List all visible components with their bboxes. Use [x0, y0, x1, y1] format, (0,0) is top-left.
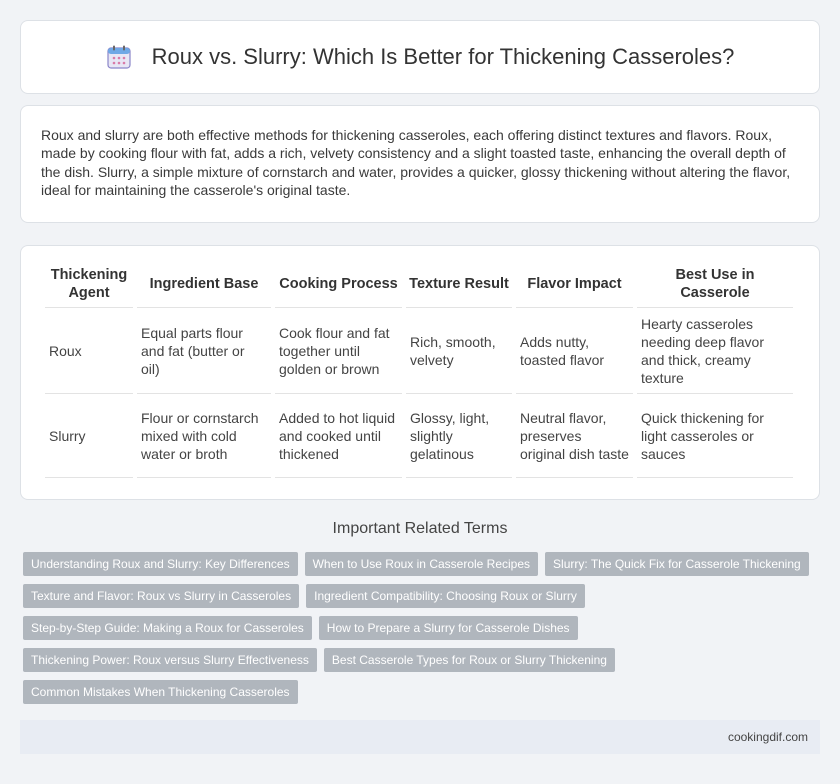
table-cell: Glossy, light, slightly gelatinous — [406, 394, 512, 478]
intro-text: Roux and slurry are both effective methods for thickening casseroles, each offering distinct textures and flavors. Roux, made by cooking flour with fat, adds a rich, velvety consistency and a slight toasted taste, enhancing the overall depth of the dish. Slurry, a simple mixture of cornstarch and water, provides a quicker, glossy thickening without altering the flavor, ideal for maintaining the casserole's original taste. — [41, 127, 791, 199]
title-card — [20, 20, 820, 94]
related-term-link[interactable]: Best Casserole Types for Roux or Slurry Thickening — [324, 648, 615, 672]
comparison-table — [41, 260, 797, 478]
related-term-link[interactable]: How to Prepare a Slurry for Casserole Dishes — [319, 616, 578, 640]
column-header: Thickening Agent — [45, 260, 133, 308]
table-cell: Flour or cornstarch mixed with cold water or broth — [137, 394, 271, 478]
page-title: Roux vs. Slurry: Which Is Better for Thickening Casseroles? — [151, 44, 735, 69]
related-term-link[interactable]: Ingredient Compatibility: Choosing Roux or Slurry — [306, 584, 585, 608]
column-header: Ingredient Base — [137, 260, 271, 308]
comparison-table-card — [20, 245, 820, 500]
table-cell: Rich, smooth, velvety — [406, 308, 512, 394]
column-header: Texture Result — [406, 260, 512, 308]
related-term-link[interactable]: Step-by-Step Guide: Making a Roux for Casseroles — [23, 616, 312, 640]
table-cell: Neutral flavor, preserves original dish taste — [516, 394, 633, 478]
calendar-icon — [106, 44, 132, 70]
column-header: Flavor Impact — [516, 260, 633, 308]
table-cell: Adds nutty, toasted flavor — [516, 308, 633, 394]
related-term-link[interactable]: When to Use Roux in Casserole Recipes — [305, 552, 538, 576]
site-name[interactable]: cookingdif.com — [727, 730, 808, 744]
table-header-row — [45, 260, 793, 308]
table-cell: Roux — [45, 308, 133, 394]
table-row — [45, 394, 793, 478]
table-cell: Equal parts flour and fat (butter or oil) — [137, 308, 271, 394]
column-header: Best Use in Casserole — [637, 260, 793, 308]
table-cell: Added to hot liquid and cooked until thickened — [275, 394, 402, 478]
table-cell: Cook flour and fat together until golden or brown — [275, 308, 402, 394]
table-cell: Quick thickening for light casseroles or sauces — [637, 394, 793, 478]
related-term-link[interactable]: Texture and Flavor: Roux vs Slurry in Casseroles — [23, 584, 299, 608]
related-terms-section — [20, 520, 820, 712]
footer — [20, 720, 820, 754]
related-term-link[interactable]: Understanding Roux and Slurry: Key Differences — [23, 552, 298, 576]
related-term-link[interactable]: Slurry: The Quick Fix for Casserole Thickening — [545, 552, 809, 576]
table-cell: Hearty casseroles needing deep flavor and thick, creamy texture — [637, 308, 793, 394]
intro-card — [20, 105, 820, 223]
related-terms-tags — [20, 552, 820, 712]
related-term-link[interactable]: Common Mistakes When Thickening Casseroles — [23, 680, 298, 704]
table-cell: Slurry — [45, 394, 133, 478]
table-row — [45, 308, 793, 394]
related-terms-title: Important Related Terms — [332, 520, 508, 537]
related-term-link[interactable]: Thickening Power: Roux versus Slurry Effectiveness — [23, 648, 317, 672]
column-header: Cooking Process — [275, 260, 402, 308]
